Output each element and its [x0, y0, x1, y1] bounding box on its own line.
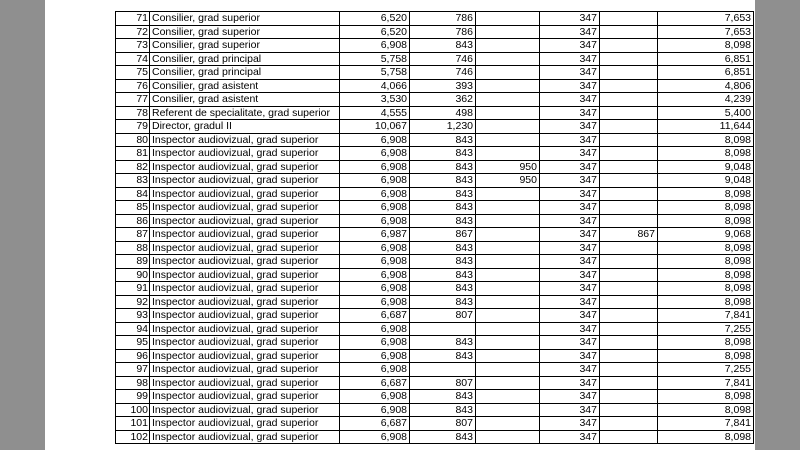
table-row: [116, 309, 754, 323]
total-amount: 8,098: [658, 282, 754, 296]
base-salary: 6,908: [340, 295, 410, 309]
extra-bonus: [476, 228, 540, 242]
seniority-bonus: 786: [410, 25, 476, 39]
extra-bonus: [476, 309, 540, 323]
table-row: [116, 295, 754, 309]
row-number: 87: [116, 228, 150, 242]
other-bonus: [600, 160, 658, 174]
seniority-bonus: 843: [410, 255, 476, 269]
total-amount: 8,098: [658, 201, 754, 215]
table-row: [116, 12, 754, 26]
base-salary: 6,687: [340, 376, 410, 390]
other-bonus: [600, 201, 658, 215]
other-bonus: [600, 66, 658, 80]
base-salary: 6,908: [340, 201, 410, 215]
other-bonus: [600, 430, 658, 444]
row-number: 91: [116, 282, 150, 296]
total-amount: 8,098: [658, 295, 754, 309]
other-bonus: [600, 174, 658, 188]
table-row: [116, 349, 754, 363]
total-amount: 7,841: [658, 309, 754, 323]
other-bonus: [600, 120, 658, 134]
allowance: 347: [540, 282, 600, 296]
base-salary: 6,908: [340, 255, 410, 269]
total-amount: 8,098: [658, 268, 754, 282]
position-title: Inspector audiovizual, grad superior: [150, 417, 340, 431]
position-title: Consilier, grad principal: [150, 66, 340, 80]
table-row: [116, 430, 754, 444]
base-salary: 3,530: [340, 93, 410, 107]
allowance: 347: [540, 79, 600, 93]
extra-bonus: [476, 106, 540, 120]
seniority-bonus: 843: [410, 282, 476, 296]
allowance: 347: [540, 201, 600, 215]
position-title: Inspector audiovizual, grad superior: [150, 363, 340, 377]
extra-bonus: [476, 430, 540, 444]
extra-bonus: [476, 322, 540, 336]
base-salary: 6,908: [340, 322, 410, 336]
base-salary: 6,908: [340, 268, 410, 282]
position-title: Inspector audiovizual, grad superior: [150, 241, 340, 255]
total-amount: 8,098: [658, 39, 754, 53]
position-title: Inspector audiovizual, grad superior: [150, 295, 340, 309]
table-row: [116, 322, 754, 336]
table-row: [116, 79, 754, 93]
other-bonus: [600, 376, 658, 390]
base-salary: 6,908: [340, 174, 410, 188]
allowance: 347: [540, 214, 600, 228]
base-salary: 6,908: [340, 336, 410, 350]
allowance: 347: [540, 12, 600, 26]
allowance: 347: [540, 52, 600, 66]
seniority-bonus: 843: [410, 160, 476, 174]
table-row: [116, 93, 754, 107]
other-bonus: [600, 295, 658, 309]
seniority-bonus: 843: [410, 390, 476, 404]
extra-bonus: [476, 349, 540, 363]
table-row: [116, 25, 754, 39]
extra-bonus: [476, 390, 540, 404]
allowance: 347: [540, 309, 600, 323]
allowance: 347: [540, 430, 600, 444]
extra-bonus: [476, 187, 540, 201]
seniority-bonus: 843: [410, 133, 476, 147]
allowance: 347: [540, 336, 600, 350]
other-bonus: [600, 147, 658, 161]
allowance: 347: [540, 268, 600, 282]
other-bonus: [600, 187, 658, 201]
position-title: Inspector audiovizual, grad superior: [150, 174, 340, 188]
seniority-bonus: 807: [410, 417, 476, 431]
row-number: 74: [116, 52, 150, 66]
table-row: [116, 201, 754, 215]
row-number: 73: [116, 39, 150, 53]
base-salary: 6,908: [340, 160, 410, 174]
position-title: Inspector audiovizual, grad superior: [150, 255, 340, 269]
extra-bonus: [476, 52, 540, 66]
base-salary: 10,067: [340, 120, 410, 134]
table-row: [116, 120, 754, 134]
other-bonus: [600, 79, 658, 93]
row-number: 82: [116, 160, 150, 174]
table-row: [116, 241, 754, 255]
other-bonus: [600, 282, 658, 296]
total-amount: 8,098: [658, 430, 754, 444]
row-number: 97: [116, 363, 150, 377]
total-amount: 5,400: [658, 106, 754, 120]
allowance: 347: [540, 187, 600, 201]
seniority-bonus: 843: [410, 214, 476, 228]
total-amount: 7,841: [658, 417, 754, 431]
seniority-bonus: 843: [410, 147, 476, 161]
other-bonus: [600, 106, 658, 120]
total-amount: 9,048: [658, 160, 754, 174]
extra-bonus: [476, 241, 540, 255]
other-bonus: [600, 390, 658, 404]
position-title: Consilier, grad asistent: [150, 93, 340, 107]
total-amount: 8,098: [658, 147, 754, 161]
other-bonus: 867: [600, 228, 658, 242]
seniority-bonus: [410, 363, 476, 377]
other-bonus: [600, 52, 658, 66]
extra-bonus: [476, 376, 540, 390]
total-amount: 9,048: [658, 174, 754, 188]
extra-bonus: [476, 39, 540, 53]
base-salary: 6,908: [340, 133, 410, 147]
extra-bonus: 950: [476, 160, 540, 174]
position-title: Inspector audiovizual, grad superior: [150, 322, 340, 336]
seniority-bonus: 843: [410, 174, 476, 188]
other-bonus: [600, 133, 658, 147]
seniority-bonus: 807: [410, 309, 476, 323]
total-amount: 8,098: [658, 241, 754, 255]
allowance: 347: [540, 147, 600, 161]
allowance: 347: [540, 106, 600, 120]
base-salary: 6,908: [340, 349, 410, 363]
total-amount: 8,098: [658, 349, 754, 363]
base-salary: 5,758: [340, 66, 410, 80]
position-title: Inspector audiovizual, grad superior: [150, 201, 340, 215]
position-title: Inspector audiovizual, grad superior: [150, 228, 340, 242]
base-salary: 6,908: [340, 403, 410, 417]
extra-bonus: [476, 12, 540, 26]
seniority-bonus: 843: [410, 241, 476, 255]
total-amount: 9,068: [658, 228, 754, 242]
table-row: [116, 417, 754, 431]
total-amount: 8,098: [658, 390, 754, 404]
other-bonus: [600, 403, 658, 417]
other-bonus: [600, 25, 658, 39]
row-number: 75: [116, 66, 150, 80]
position-title: Inspector audiovizual, grad superior: [150, 403, 340, 417]
seniority-bonus: 746: [410, 52, 476, 66]
row-number: 79: [116, 120, 150, 134]
position-title: Inspector audiovizual, grad superior: [150, 147, 340, 161]
base-salary: 6,908: [340, 147, 410, 161]
table-row: [116, 214, 754, 228]
other-bonus: [600, 268, 658, 282]
row-number: 96: [116, 349, 150, 363]
row-number: 80: [116, 133, 150, 147]
position-title: Inspector audiovizual, grad superior: [150, 376, 340, 390]
total-amount: 8,098: [658, 336, 754, 350]
seniority-bonus: 746: [410, 66, 476, 80]
total-amount: 8,098: [658, 403, 754, 417]
row-number: 85: [116, 201, 150, 215]
base-salary: 6,520: [340, 12, 410, 26]
table-row: [116, 147, 754, 161]
other-bonus: [600, 363, 658, 377]
row-number: 89: [116, 255, 150, 269]
extra-bonus: [476, 93, 540, 107]
row-number: 76: [116, 79, 150, 93]
extra-bonus: [476, 25, 540, 39]
total-amount: 4,806: [658, 79, 754, 93]
allowance: 347: [540, 39, 600, 53]
base-salary: 6,908: [340, 363, 410, 377]
extra-bonus: [476, 417, 540, 431]
seniority-bonus: 498: [410, 106, 476, 120]
allowance: 347: [540, 376, 600, 390]
allowance: 347: [540, 322, 600, 336]
allowance: 347: [540, 25, 600, 39]
table-row: [116, 268, 754, 282]
extra-bonus: [476, 214, 540, 228]
allowance: 347: [540, 93, 600, 107]
seniority-bonus: 1,230: [410, 120, 476, 134]
other-bonus: [600, 93, 658, 107]
seniority-bonus: 843: [410, 349, 476, 363]
extra-bonus: [476, 282, 540, 296]
other-bonus: [600, 336, 658, 350]
allowance: 347: [540, 349, 600, 363]
table-row: [116, 282, 754, 296]
row-number: 71: [116, 12, 150, 26]
table-row: [116, 403, 754, 417]
extra-bonus: [476, 336, 540, 350]
other-bonus: [600, 214, 658, 228]
seniority-bonus: 843: [410, 39, 476, 53]
position-title: Inspector audiovizual, grad superior: [150, 309, 340, 323]
table-body: [116, 12, 754, 444]
position-title: Consilier, grad asistent: [150, 79, 340, 93]
table-row: [116, 39, 754, 53]
row-number: 78: [116, 106, 150, 120]
seniority-bonus: 843: [410, 430, 476, 444]
seniority-bonus: 786: [410, 12, 476, 26]
table-row: [116, 106, 754, 120]
allowance: 347: [540, 255, 600, 269]
row-number: 95: [116, 336, 150, 350]
total-amount: 7,255: [658, 363, 754, 377]
seniority-bonus: 867: [410, 228, 476, 242]
row-number: 86: [116, 214, 150, 228]
allowance: 347: [540, 403, 600, 417]
total-amount: 11,644: [658, 120, 754, 134]
position-title: Inspector audiovizual, grad superior: [150, 133, 340, 147]
row-number: 84: [116, 187, 150, 201]
position-title: Inspector audiovizual, grad superior: [150, 187, 340, 201]
base-salary: 6,520: [340, 25, 410, 39]
seniority-bonus: 843: [410, 201, 476, 215]
table-row: [116, 174, 754, 188]
allowance: 347: [540, 66, 600, 80]
position-title: Inspector audiovizual, grad superior: [150, 349, 340, 363]
extra-bonus: [476, 295, 540, 309]
allowance: 347: [540, 228, 600, 242]
seniority-bonus: 393: [410, 79, 476, 93]
position-title: Director, gradul II: [150, 120, 340, 134]
table-row: [116, 160, 754, 174]
base-salary: 6,687: [340, 309, 410, 323]
row-number: 101: [116, 417, 150, 431]
other-bonus: [600, 309, 658, 323]
total-amount: 8,098: [658, 187, 754, 201]
position-title: Inspector audiovizual, grad superior: [150, 390, 340, 404]
allowance: 347: [540, 120, 600, 134]
base-salary: 6,908: [340, 187, 410, 201]
base-salary: 6,987: [340, 228, 410, 242]
seniority-bonus: 807: [410, 376, 476, 390]
total-amount: 8,098: [658, 214, 754, 228]
extra-bonus: [476, 363, 540, 377]
position-title: Inspector audiovizual, grad superior: [150, 214, 340, 228]
seniority-bonus: 362: [410, 93, 476, 107]
seniority-bonus: 843: [410, 187, 476, 201]
allowance: 347: [540, 160, 600, 174]
table-row: [116, 66, 754, 80]
position-title: Consilier, grad superior: [150, 39, 340, 53]
table-row: [116, 255, 754, 269]
position-title: Consilier, grad superior: [150, 25, 340, 39]
row-number: 94: [116, 322, 150, 336]
row-number: 81: [116, 147, 150, 161]
seniority-bonus: 843: [410, 268, 476, 282]
position-title: Referent de specialitate, grad superior: [150, 106, 340, 120]
extra-bonus: [476, 268, 540, 282]
allowance: 347: [540, 417, 600, 431]
extra-bonus: [476, 133, 540, 147]
extra-bonus: [476, 147, 540, 161]
seniority-bonus: 843: [410, 336, 476, 350]
table-row: [116, 336, 754, 350]
total-amount: 6,851: [658, 52, 754, 66]
position-title: Inspector audiovizual, grad superior: [150, 336, 340, 350]
document-page: [45, 0, 755, 450]
extra-bonus: [476, 255, 540, 269]
extra-bonus: [476, 79, 540, 93]
extra-bonus: 950: [476, 174, 540, 188]
base-salary: 6,908: [340, 214, 410, 228]
position-title: Inspector audiovizual, grad superior: [150, 430, 340, 444]
base-salary: 6,908: [340, 430, 410, 444]
row-number: 100: [116, 403, 150, 417]
other-bonus: [600, 241, 658, 255]
other-bonus: [600, 12, 658, 26]
row-number: 98: [116, 376, 150, 390]
total-amount: 6,851: [658, 66, 754, 80]
table-row: [116, 390, 754, 404]
allowance: 347: [540, 390, 600, 404]
table-row: [116, 133, 754, 147]
row-number: 93: [116, 309, 150, 323]
base-salary: 5,758: [340, 52, 410, 66]
row-number: 92: [116, 295, 150, 309]
row-number: 88: [116, 241, 150, 255]
row-number: 72: [116, 25, 150, 39]
row-number: 102: [116, 430, 150, 444]
seniority-bonus: 843: [410, 295, 476, 309]
position-title: Inspector audiovizual, grad superior: [150, 160, 340, 174]
total-amount: 4,239: [658, 93, 754, 107]
position-title: Consilier, grad principal: [150, 52, 340, 66]
position-title: Inspector audiovizual, grad superior: [150, 282, 340, 296]
base-salary: 6,908: [340, 282, 410, 296]
table-row: [116, 52, 754, 66]
allowance: 347: [540, 133, 600, 147]
total-amount: 7,255: [658, 322, 754, 336]
extra-bonus: [476, 403, 540, 417]
allowance: 347: [540, 174, 600, 188]
table-row: [116, 228, 754, 242]
position-title: Inspector audiovizual, grad superior: [150, 268, 340, 282]
base-salary: 4,555: [340, 106, 410, 120]
allowance: 347: [540, 363, 600, 377]
row-number: 99: [116, 390, 150, 404]
row-number: 83: [116, 174, 150, 188]
seniority-bonus: 843: [410, 403, 476, 417]
base-salary: 6,908: [340, 241, 410, 255]
allowance: 347: [540, 295, 600, 309]
extra-bonus: [476, 201, 540, 215]
total-amount: 8,098: [658, 133, 754, 147]
total-amount: 8,098: [658, 255, 754, 269]
base-salary: 6,908: [340, 390, 410, 404]
seniority-bonus: [410, 322, 476, 336]
table-row: [116, 363, 754, 377]
table-row: [116, 187, 754, 201]
total-amount: 7,841: [658, 376, 754, 390]
row-number: 77: [116, 93, 150, 107]
other-bonus: [600, 255, 658, 269]
other-bonus: [600, 417, 658, 431]
extra-bonus: [476, 66, 540, 80]
total-amount: 7,653: [658, 25, 754, 39]
table-row: [116, 376, 754, 390]
other-bonus: [600, 349, 658, 363]
total-amount: 7,653: [658, 12, 754, 26]
base-salary: 6,908: [340, 39, 410, 53]
base-salary: 6,687: [340, 417, 410, 431]
row-number: 90: [116, 268, 150, 282]
other-bonus: [600, 39, 658, 53]
base-salary: 4,066: [340, 79, 410, 93]
other-bonus: [600, 322, 658, 336]
allowance: 347: [540, 241, 600, 255]
position-title: Consilier, grad superior: [150, 12, 340, 26]
extra-bonus: [476, 120, 540, 134]
salary-table: [115, 11, 754, 444]
